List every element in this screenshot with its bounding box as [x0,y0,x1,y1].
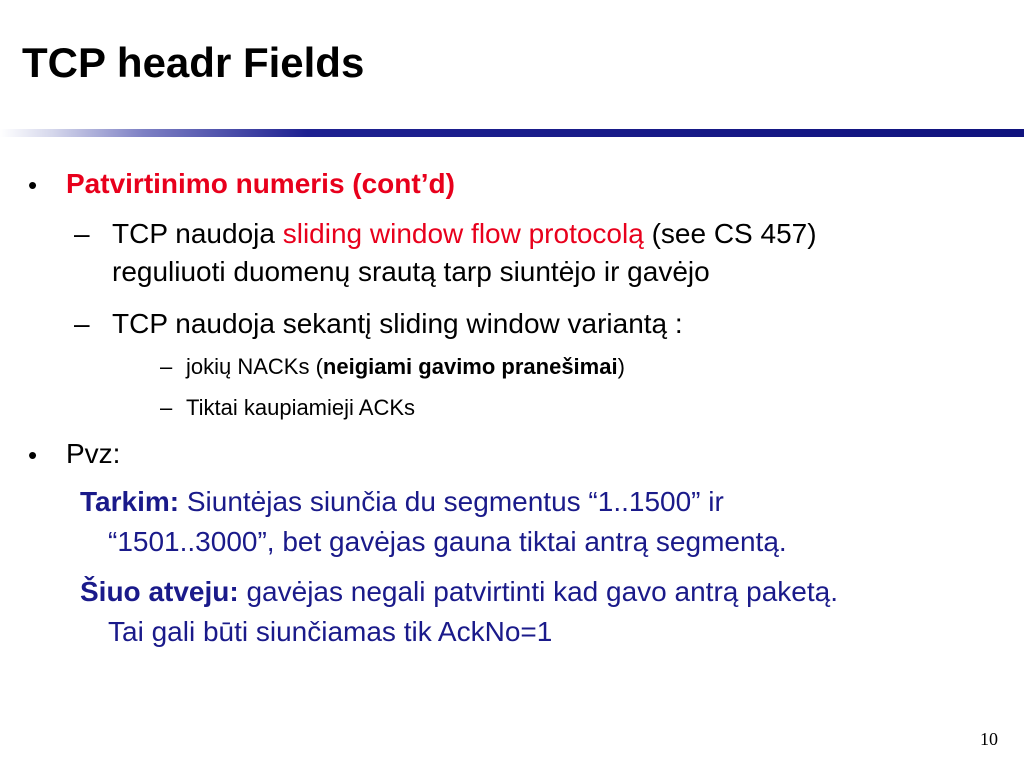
dash-marker: – [74,308,90,339]
bullet-heading: Patvirtinimo numeris (cont’d) [66,168,455,199]
title-divider [0,129,1024,137]
sub-item-line: TCP naudoja sekantį sliding window variantą : [112,308,683,339]
example-label: Šiuo atveju: [80,576,239,607]
slide-title: TCP headr Fields [22,39,365,86]
sub-sub-item-line [186,356,625,378]
dash-marker: – [74,218,90,249]
sub-item-text: (see CS 457) [643,218,817,249]
dash-marker: – [160,354,173,379]
dash-marker: – [160,395,173,420]
bold-term: neigiami gavimo pranešimai [322,354,618,379]
sub-item-line [112,220,817,248]
sub-item-continuation: reguliuoti duomenų srautą tarp siuntėjo ir gavėjo [112,256,710,287]
sub-sub-item-text: jokių NACKs ( [186,354,323,379]
bullet-heading: Pvz: [66,438,121,469]
highlight-text: sliding window flow protocolą [282,218,644,249]
example-text: gavėjas negali patvirtinti kad gavo antrą paketą. [238,576,838,607]
example-continuation: “1501..3000”, bet gavėjas gauna tiktai antrą segmentą. [108,526,787,557]
page-number: 10 [980,729,998,749]
example-label: Tarkim: [80,486,180,517]
example-text: Siuntėjas siunčia du segmentus “1..1500” ir [179,486,724,517]
example-line [80,488,724,516]
bullet-marker: • [28,170,38,200]
example-continuation: Tai gali būti siunčiamas tik AckNo=1 [108,616,553,647]
sub-sub-item-line: Tiktai kaupiamieji ACKs [186,395,416,420]
sub-item-text: TCP naudoja [112,218,283,249]
bullet-marker: • [28,440,38,470]
sub-sub-item-text: ) [617,354,625,379]
example-line [80,578,838,606]
